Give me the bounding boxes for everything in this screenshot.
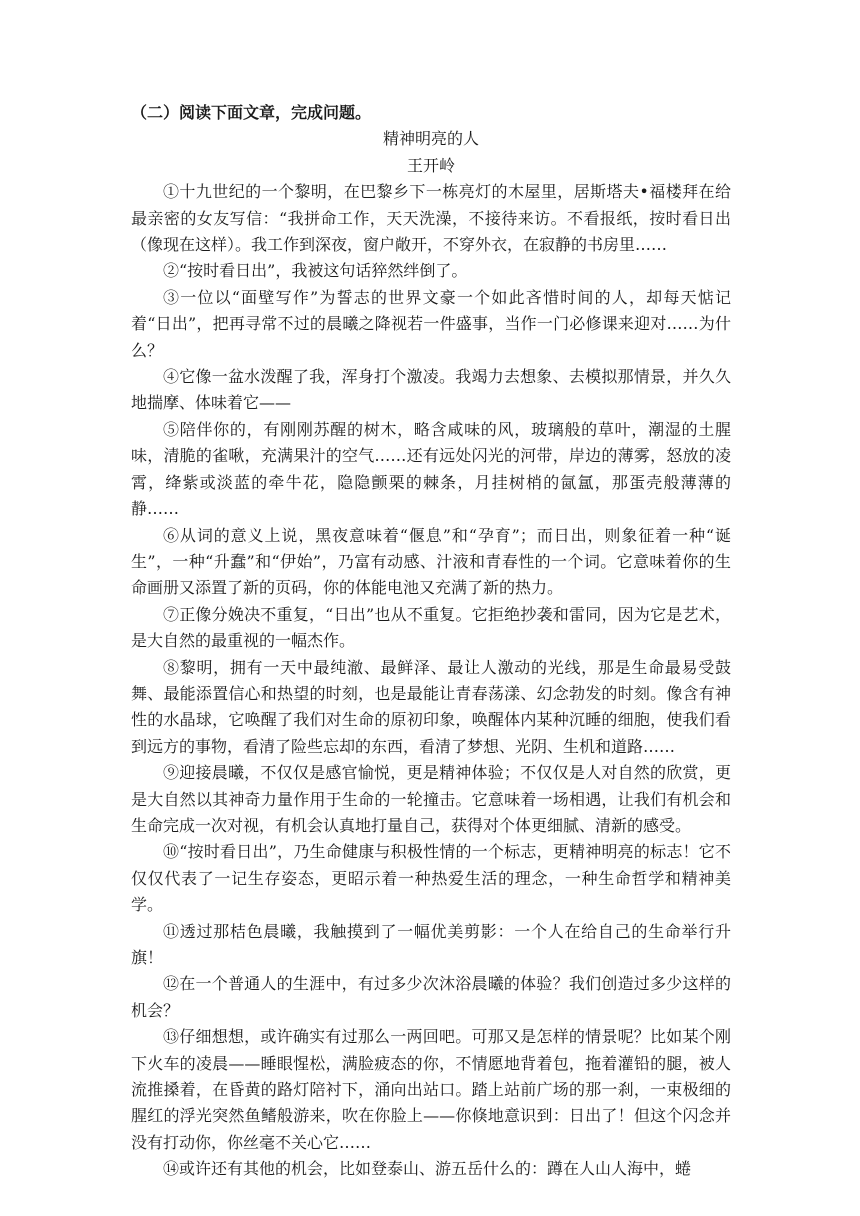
paragraph-12: ⑫在一个普通人的生涯中，有过多少次沐浴晨曦的体验？我们创造过多少这样的机会？ [131,974,731,1020]
section-heading: （二）阅读下面文章，完成问题。 [131,103,372,122]
paragraph-14: ⑭或许还有其他的机会，比如登泰山、游五岳什么的：蹲在人山人海中，蜷 [163,1159,692,1179]
paragraph-6: ⑥从词的意义上说，黑夜意味着“偃息”和“孕育”；而日出，则象征着一种“诞生”，一种“升蠢”和“伊始”，乃富有动感、汁液和青春性的一个词。它意味着你的生命画册又添置了新的页码，你的体能电池又充满了新的热力。 [131,525,731,598]
paragraph-3: ③一位以“面壁写作”为誓志的世界文豪一个如此吝惜时间的人，却每天惦记着“日出”，把再寻常不过的晨曦之降视若一件盛事，当作一门必修课来迎对……为什么？ [131,287,731,360]
paragraph-7: ⑦正像分娩决不重复，“日出”也从不重复。它拒绝抄袭和雷同，因为它是艺术，是大自然的最重视的一幅杰作。 [131,604,731,651]
paragraph-10: ⑩“按时看日出”，乃生命健康与积极性情的一个标志，更精神明亮的标志！它不仅仅代表了一记生存姿态，更昭示着一种热爱生活的理念，一种生命哲学和精神美学。 [131,842,731,915]
paragraph-9: ⑨迎接晨曦，不仅仅是感官愉悦，更是精神体验；不仅仅是人对自然的欣赏，更是大自然以其神奇力量作用于生命的一轮撞击。它意味着一场相遇，让我们有机会和生命完成一次对视，有机会认真地打量自己，获得对个体更细腻、清新的感受。 [131,763,731,835]
paragraph-13: ⑬仔细想想，或许确实有过那么一两回吧。可那又是怎样的情景呢？比如某个刚下火车的凌晨——睡眼惺松，满脸疲态的你，不情愿地背着包，拖着灌铅的腿，被人流推搡着，在昏黄的路灯陪衬下，涌向出站口。踏上站前广场的那一刹，一束极细的腥红的浮光突然鱼鳍般游来，吹在你脸上——你倏地意识到：日出了！但这个闪念并没有打动你，你丝毫不关心它…… [131,1027,731,1152]
article-title: 精神明亮的人 [382,129,479,149]
paragraph-8: ⑧黎明，拥有一天中最纯澈、最鲜泽、最让人激动的光线，那是生命最易受鼓舞、最能添置信心和热望的时刻，也是最能让青春荡漾、幻念勃发的时刻。像含有神性的水晶球，它唤醒了我们对生命的原初印象，唤醒体内某种沉睡的细胞，使我们看到远方的事物，看清了险些忘却的东西，看清了梦想、光阴、生机和道路…… [131,657,731,756]
paragraph-4: ④它像一盆水泼醒了我，浑身打个激凌。我竭力去想象、去模拟那情景，并久久地揣摩、体味着它—— [131,367,731,413]
article-author: 王开岭 [406,155,455,175]
paragraph-11: ⑪透过那桔色晨曦，我触摸到了一幅优美剪影：一个人在给自己的生命举行升旗！ [131,921,731,967]
article-body [131,179,731,1182]
document-page [131,100,731,1183]
paragraph-5: ⑤陪伴你的，有刚刚苏醒的树木，略含咸味的风，玻璃般的草叶，潮湿的土腥味，清脆的雀啾，充满果汁的空气……还有远处闪光的河带，岸边的薄雾，怒放的凌霄，绛紫或淡蓝的牵牛花，隐隐颤栗的棘条，月挂树梢的氤氲，那蛋壳般薄薄的静…… [131,419,731,519]
paragraph-1: ①十九世纪的一个黎明，在巴黎乡下一栋亮灯的木屋里，居斯塔夫•福楼拜在给最亲密的女友写信：“我拼命工作，天天洗澡，不接待来访。不看报纸，按时看日出（像现在这样）。我工作到深夜，窗户敞开，不穿外衣，在寂静的书房里…… [131,182,731,255]
paragraph-2: ②“按时看日出”，我被这句话猝然绊倒了。 [163,261,468,281]
